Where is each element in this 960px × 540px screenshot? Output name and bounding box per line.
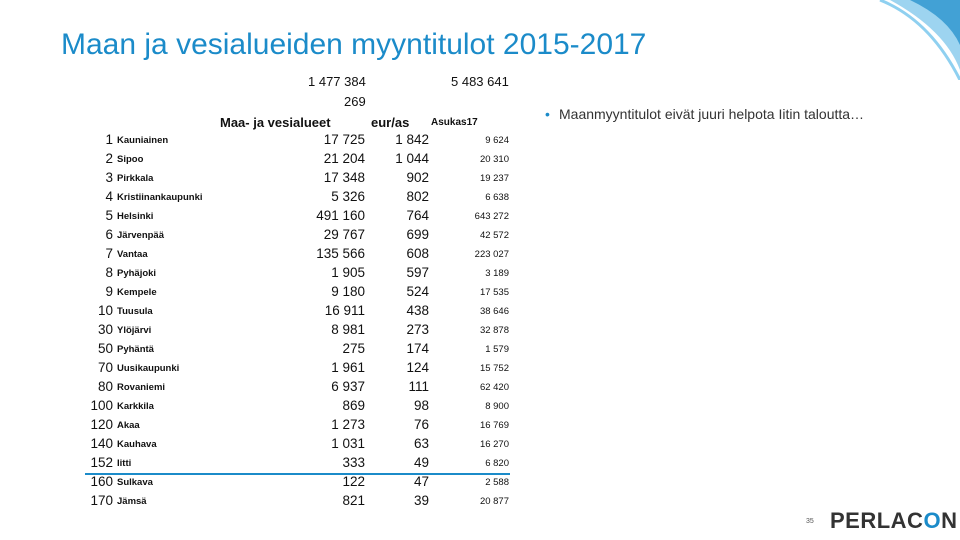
- row-municipality: Ylöjärvi: [117, 325, 152, 336]
- row-sales: 1 905: [331, 265, 365, 280]
- row-sales: 821: [342, 493, 365, 508]
- row-eur-per-capita: 1 044: [395, 151, 429, 166]
- row-sales: 5 326: [331, 189, 365, 204]
- row-rank: 1: [105, 132, 113, 147]
- row-municipality: Karkkila: [117, 401, 154, 412]
- row-rank: 9: [105, 284, 113, 299]
- row-eur-per-capita: 111: [408, 379, 429, 394]
- row-eur-per-capita: 1 842: [395, 132, 429, 147]
- row-rank: 120: [90, 417, 113, 432]
- row-population: 32 878: [479, 325, 509, 336]
- row-sales: 16 911: [324, 303, 365, 318]
- row-eur-per-capita: 39: [413, 493, 429, 508]
- row-municipality: Kempele: [117, 287, 157, 298]
- row-population: 2 588: [485, 477, 509, 488]
- row-municipality: Pyhäjoki: [117, 268, 157, 279]
- row-municipality: Sipoo: [117, 154, 144, 165]
- row-rank: 7: [105, 246, 113, 261]
- row-sales: 869: [342, 398, 365, 413]
- row-eur-per-capita: 174: [406, 341, 429, 356]
- bullet-text: Maanmyyntitulot eivät juuri helpota Iitin taloutta…: [559, 106, 865, 122]
- row-municipality: Kauniainen: [117, 135, 169, 146]
- row-population: 223 027: [474, 249, 509, 260]
- row-rank: 160: [90, 474, 113, 489]
- row-population: 19 237: [479, 173, 509, 184]
- row-population: 9 624: [485, 135, 509, 146]
- row-rank: 80: [97, 379, 113, 394]
- row-population: 1 579: [485, 344, 509, 355]
- row-rank: 3: [105, 170, 113, 185]
- perlacon-logo: [830, 508, 957, 534]
- row-rank: 140: [90, 436, 113, 451]
- row-eur-per-capita: 524: [406, 284, 429, 299]
- row-population: 15 752: [479, 363, 509, 374]
- row-municipality: Sulkava: [117, 477, 153, 488]
- row-population: 17 535: [479, 287, 509, 298]
- row-rank: 70: [97, 360, 113, 375]
- row-eur-per-capita: 47: [413, 474, 429, 489]
- row-sales: 21 204: [323, 151, 365, 166]
- header-eur-per-capita: eur/as: [371, 115, 410, 130]
- row-rank: 152: [90, 455, 113, 470]
- row-eur-per-capita: 802: [406, 189, 429, 204]
- corner-decoration: [850, 0, 960, 80]
- row-sales: 1 273: [331, 417, 365, 432]
- row-municipality: Kristiinankaupunki: [117, 192, 203, 203]
- row-eur-per-capita: 597: [406, 265, 429, 280]
- row-sales: 1 961: [331, 360, 365, 375]
- bullet-dot: •: [545, 106, 550, 122]
- row-municipality: Vantaa: [117, 249, 148, 260]
- row-population: 643 272: [474, 211, 509, 222]
- row-population: 8 900: [485, 401, 509, 412]
- row-rank: 2: [105, 151, 113, 166]
- row-municipality: Kauhava: [117, 439, 157, 450]
- row-municipality: Pyhäntä: [117, 344, 154, 355]
- row-eur-per-capita: 124: [406, 360, 429, 375]
- header-population: Asukas17: [431, 117, 478, 128]
- row-rank: 50: [97, 341, 113, 356]
- row-municipality: Jämsä: [117, 496, 147, 507]
- row-eur-per-capita: 273: [406, 322, 429, 337]
- row-rank: 170: [90, 493, 113, 508]
- row-sales: 122: [342, 474, 365, 489]
- row-sales: 135 566: [316, 246, 365, 261]
- row-rank: 4: [105, 189, 113, 204]
- row-rank: 6: [105, 227, 113, 242]
- row-eur-per-capita: 699: [406, 227, 429, 242]
- row-eur-per-capita: 438: [406, 303, 429, 318]
- row-sales: 6 937: [331, 379, 365, 394]
- row-population: 16 769: [479, 420, 509, 431]
- row-sales: 8 981: [331, 322, 365, 337]
- page-number: 35: [806, 518, 814, 525]
- logo-text-accent: O: [923, 508, 942, 533]
- logo-text-right: N: [941, 508, 958, 533]
- row-sales: 1 031: [331, 436, 365, 451]
- row-sales: 9 180: [331, 284, 365, 299]
- row-municipality: Rovaniemi: [117, 382, 166, 393]
- row-rank: 5: [105, 208, 113, 223]
- bullet-point: [545, 104, 865, 124]
- row-eur-per-capita: 608: [406, 246, 429, 261]
- row-municipality: Tuusula: [117, 306, 153, 317]
- row-eur-per-capita: 98: [413, 398, 429, 413]
- row-sales: 275: [342, 341, 365, 356]
- row-sales: 29 767: [323, 227, 365, 242]
- row-sales: 333: [342, 455, 365, 470]
- row-rank: 10: [97, 303, 113, 318]
- row-municipality: Pirkkala: [117, 173, 154, 184]
- row-municipality: Iitti: [117, 458, 132, 469]
- row-sales: 17 348: [323, 170, 365, 185]
- row-sales: 491 160: [316, 208, 365, 223]
- total-population: 5 483 641: [451, 74, 509, 89]
- row-eur-per-capita: 49: [413, 455, 429, 470]
- row-rank: 30: [97, 322, 113, 337]
- row-municipality: Akaa: [117, 420, 140, 431]
- sales-table: [85, 74, 525, 514]
- total-eur: 269: [344, 94, 366, 109]
- row-population: 20 310: [479, 154, 509, 165]
- row-municipality: Helsinki: [117, 211, 154, 222]
- row-municipality: Järvenpää: [117, 230, 165, 241]
- row-eur-per-capita: 63: [413, 436, 429, 451]
- row-rank: 8: [105, 265, 113, 280]
- row-rank: 100: [90, 398, 113, 413]
- row-eur-per-capita: 764: [406, 208, 429, 223]
- row-population: 38 646: [479, 306, 509, 317]
- row-eur-per-capita: 76: [413, 417, 429, 432]
- logo-text-left: PERLAC: [830, 508, 924, 533]
- row-population: 6 638: [485, 192, 509, 203]
- row-municipality: Uusikaupunki: [117, 363, 180, 374]
- row-population: 3 189: [485, 268, 509, 279]
- row-population: 6 820: [485, 458, 509, 469]
- row-population: 20 877: [479, 496, 509, 507]
- total-sales: 1 477 384: [308, 74, 366, 89]
- row-population: 42 572: [479, 230, 509, 241]
- header-land-water: Maa- ja vesialueet: [220, 115, 331, 130]
- row-eur-per-capita: 902: [406, 170, 429, 185]
- slide-title: Maan ja vesialueiden myyntitulot 2015-2017: [61, 28, 647, 61]
- row-population: 16 270: [479, 439, 509, 450]
- row-sales: 17 725: [323, 132, 365, 147]
- row-population: 62 420: [479, 382, 509, 393]
